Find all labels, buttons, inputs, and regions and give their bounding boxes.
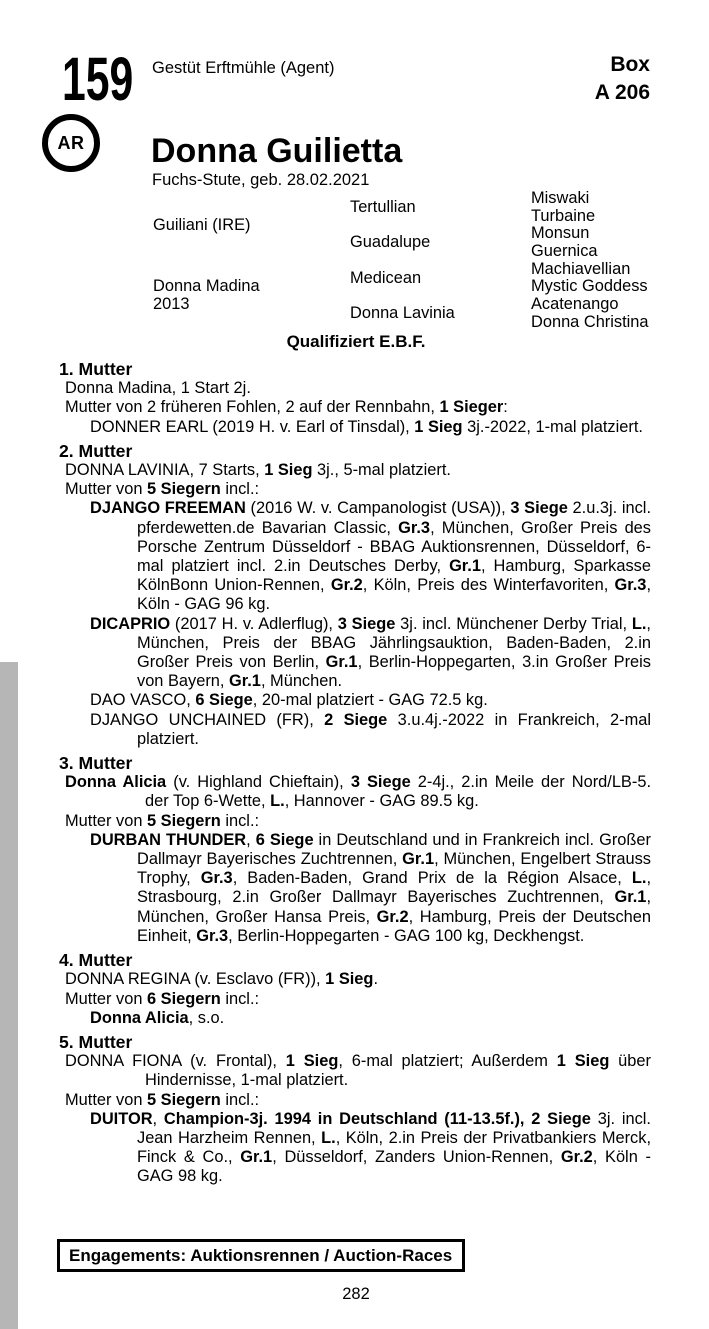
pedigree-paragraph: DONNA FIONA (v. Frontal), 1 Sieg, 6-mal platziert; Außerdem 1 Sieg über Hindernisse, 1-mal platziert. bbox=[65, 1052, 651, 1090]
page-number: 282 bbox=[342, 1285, 370, 1303]
box-label: Box bbox=[610, 53, 650, 76]
engagements-box bbox=[57, 1239, 465, 1272]
pedigree-paragraph: DURBAN THUNDER, 6 Siege in Deutschland und in Frankreich incl. Großer Dallmayr Bayerisches Zuchtrennen, Gr.1, München, Engelbert Strauss Trophy, Gr.3, Baden-Baden, Grand Prix de la Région Alsace, L., Strasbourg, 2.in Großer Dallmayr Bayerisches Zuchtrennen, Gr.1, München, Großer Hansa Preis, Gr.2, Hamburg, Preis der Deutschen Einheit, Gr.3, Berlin-Hoppegarten - GAG 100 kg, Deckhengst. bbox=[90, 830, 652, 945]
brand-circle-icon bbox=[42, 114, 100, 172]
pedigree-paragraph: DUITOR, Champion-3j. 1994 in Deutschland (11-13.5f.), 2 Siege 3j. incl. Jean Harzheim Rennen, L., Köln, 2.in Preis der Privatbankiers Merck, Finck & Co., Gr.1, Düsseldorf, Zanders Union-Rennen, Gr.2, Köln - GAG 98 kg. bbox=[90, 1109, 651, 1186]
pedigree-paragraph: DJANGO UNCHAINED (FR), 2 Siege 3.u.4j.-2022 in Frankreich, 2-mal platziert. bbox=[90, 710, 651, 748]
pedigree-paragraph: Mutter von 5 Siegern incl.: bbox=[65, 480, 260, 499]
pedigree-paragraph: Mutter von 6 Siegern incl.: bbox=[65, 989, 260, 1008]
pedigree-ancestor: Mystic Goddess bbox=[531, 277, 648, 296]
family-sections bbox=[57, 357, 651, 1187]
pedigree-ancestor: Turbaine bbox=[531, 206, 596, 225]
horse-name: Donna Guilietta bbox=[151, 132, 403, 170]
brand-initials: AR bbox=[57, 132, 85, 153]
section-heading: 5. Mutter bbox=[59, 1031, 133, 1052]
pedigree-paragraph: DICAPRIO (2017 H. v. Adlerflug), 3 Siege 3j. incl. Münchener Derby Trial, L., München, Preis der BBAG Jährlingsauktion, Baden-Baden, 2.in Großer Preis von Berlin, Gr.1, Berlin-Hoppegarten, 3.in Großer Preis von Bayern, Gr.1, München. bbox=[90, 614, 651, 691]
pedigree-paragraph: Donna Madina, 1 Start 2j. bbox=[65, 379, 251, 398]
pedigree-ancestor: Medicean bbox=[350, 268, 422, 287]
consignor: Gestüt Erftmühle (Agent) bbox=[152, 59, 335, 77]
pedigree-ancestor: Acatenango bbox=[531, 295, 619, 314]
pedigree-ancestor: Donna Christina bbox=[531, 312, 649, 331]
pedigree-paragraph: DONNER EARL (2019 H. v. Earl of Tinsdal), 1 Sieg 3j.-2022, 1-mal platziert. bbox=[90, 417, 643, 436]
pedigree-ancestor: Tertullian bbox=[350, 197, 416, 216]
pedigree-paragraph: Mutter von 5 Siegern incl.: bbox=[65, 1090, 260, 1109]
pedigree-gen1-column bbox=[153, 190, 350, 332]
box-number: A 206 bbox=[594, 81, 650, 104]
horse-details: Fuchs-Stute, geb. 28.02.2021 bbox=[152, 171, 370, 189]
pedigree-paragraph: Mutter von 2 früheren Fohlen, 2 auf der Rennbahn, 1 Sieger: bbox=[65, 398, 508, 417]
pedigree-ancestor: Donna Lavinia bbox=[350, 304, 455, 323]
pedigree-table bbox=[153, 190, 689, 332]
box-assignment bbox=[430, 51, 650, 107]
pedigree-gen3-column bbox=[531, 190, 689, 332]
pedigree-paragraph: Donna Alicia (v. Highland Chieftain), 3 Siege 2-4j., 2.in Meile der Nord/LB-5. der Top 6-Wette, L., Hannover - GAG 89.5 kg. bbox=[65, 773, 651, 811]
pedigree-paragraph: Donna Alicia, s.o. bbox=[90, 1008, 225, 1027]
pedigree-paragraph: Mutter von 5 Siegern incl.: bbox=[65, 811, 260, 830]
pedigree-ancestor: Monsun bbox=[531, 224, 590, 243]
pedigree-dam: Donna Madina 2013 bbox=[153, 277, 260, 314]
scan-edge-strip bbox=[0, 662, 18, 1329]
pedigree-paragraph: DONNA REGINA (v. Esclavo (FR)), 1 Sieg. bbox=[65, 970, 379, 989]
pedigree-paragraph: DJANGO FREEMAN (2016 W. v. Campanologist (USA)), 3 Siege 2.u.3j. incl. pferdewetten.de Bavarian Classic, Gr.3, München, Großer Preis des Porsche Zentrum Düsseldorf - BBAG Auktionsrennen, Düsseldorf, 6-mal platziert incl. 2.in Deutsches Derby, Gr.1, Hamburg, Sparkasse KölnBonn Union-Rennen, Gr.2, Köln, Preis des Winterfavoriten, Gr.3, Köln - GAG 96 kg. bbox=[90, 499, 651, 614]
pedigree-ancestor: Guernica bbox=[531, 242, 598, 261]
section-heading: 4. Mutter bbox=[59, 950, 133, 971]
pedigree-ancestor: Machiavellian bbox=[531, 259, 631, 278]
engagements-label: Engagements: Auktionsrennen / Auction-Races bbox=[69, 1245, 453, 1265]
pedigree-sire: Guiliani (IRE) bbox=[153, 215, 251, 234]
section-heading: 1. Mutter bbox=[59, 359, 133, 379]
section-heading: 2. Mutter bbox=[59, 440, 133, 461]
qualification-note: Qualifiziert E.B.F. bbox=[286, 332, 426, 351]
pedigree-gen2-column bbox=[350, 190, 531, 332]
pedigree-paragraph: DAO VASCO, 6 Siege, 20-mal platziert - GAG 72.5 kg. bbox=[90, 691, 488, 710]
pedigree-paragraph: DONNA LAVINIA, 7 Starts, 1 Sieg 3j., 5-mal platziert. bbox=[65, 461, 451, 480]
lot-number: 159 bbox=[62, 45, 134, 113]
section-heading: 3. Mutter bbox=[59, 753, 133, 774]
pedigree-ancestor: Guadalupe bbox=[350, 233, 431, 252]
pedigree-ancestor: Miswaki bbox=[531, 189, 590, 207]
